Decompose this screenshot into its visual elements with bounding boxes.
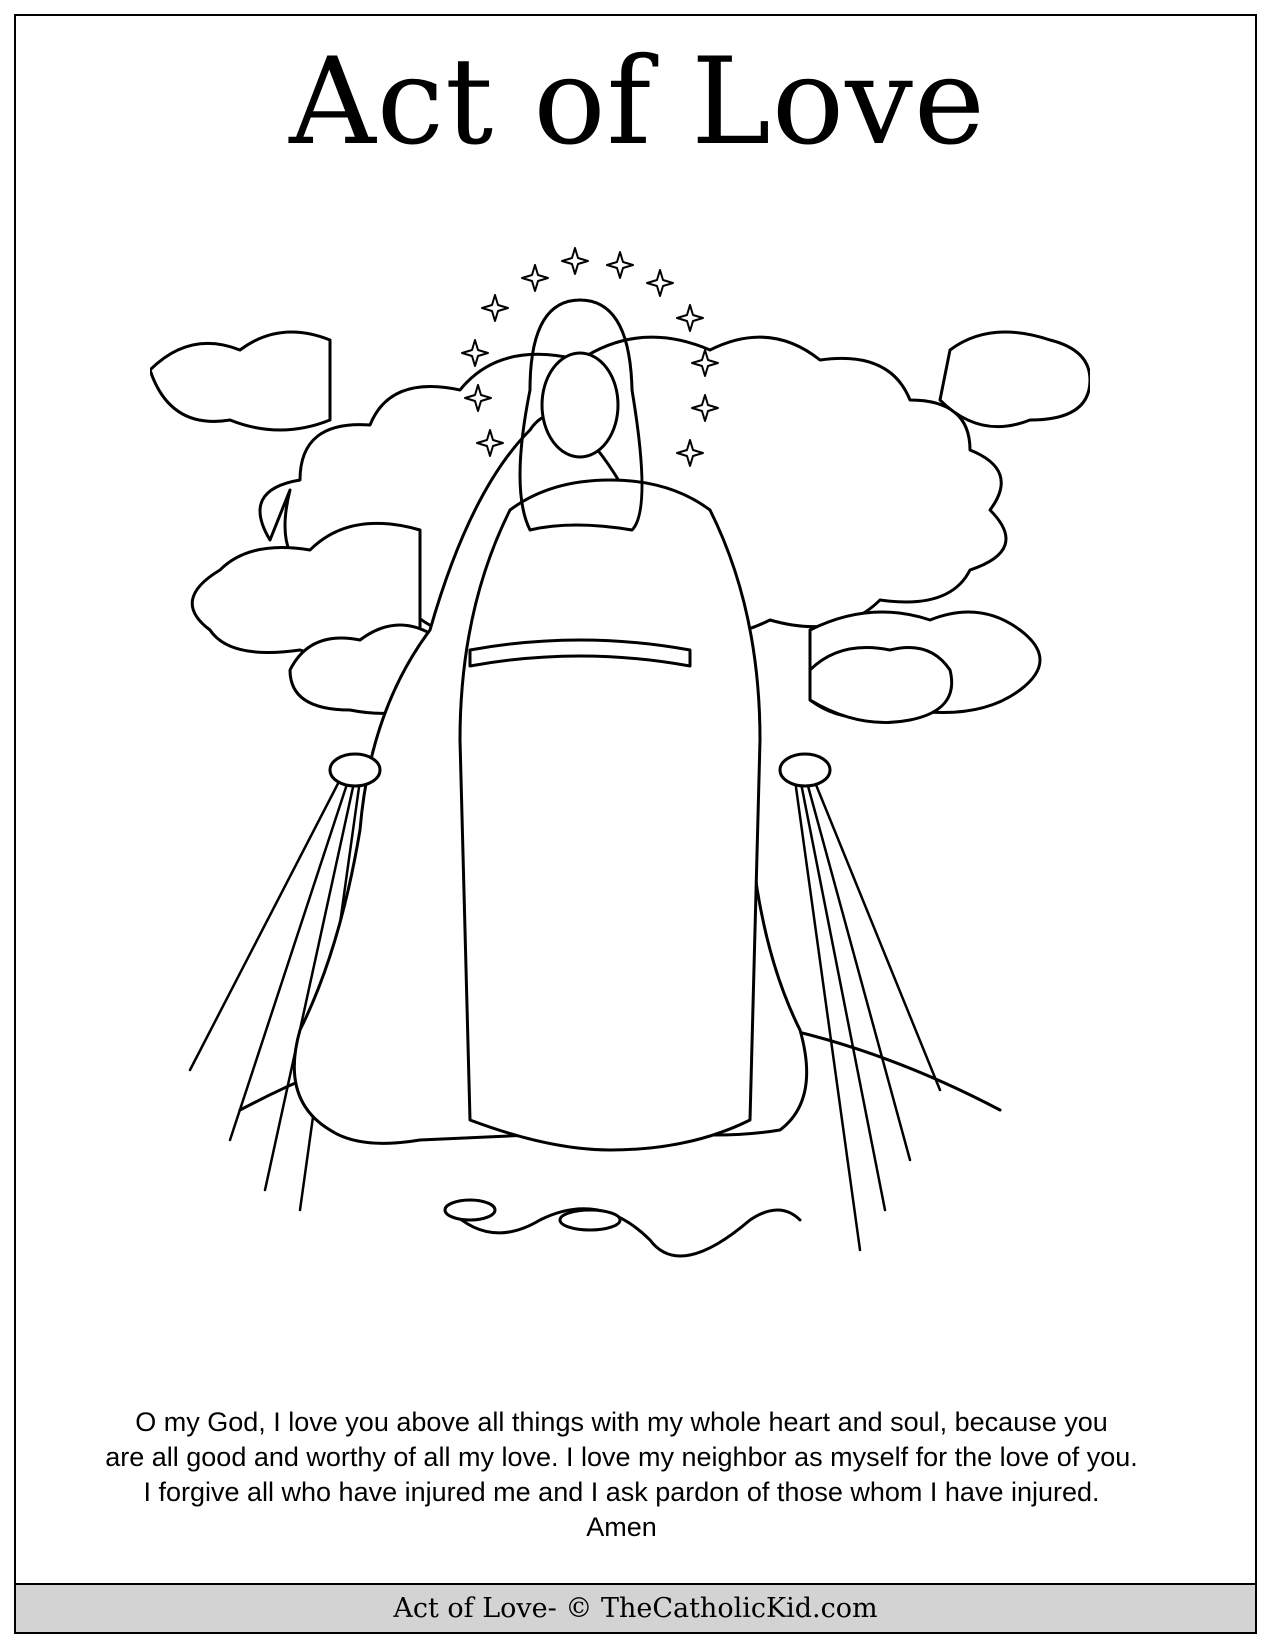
prayer-line: O my God, I love you above all things with my whole heart and soul, because you xyxy=(135,1407,1108,1437)
prayer-line: are all good and worthy of all my love. I love my neighbor as myself for the love of you. xyxy=(105,1442,1138,1472)
mary-illustration xyxy=(150,210,1090,1390)
left-hand xyxy=(330,754,380,786)
foot-right xyxy=(560,1210,620,1230)
prayer-text xyxy=(30,1405,1213,1545)
robe-shape xyxy=(460,480,760,1150)
right-hand xyxy=(780,754,830,786)
prayer-amen: Amen xyxy=(586,1512,657,1542)
foot-left xyxy=(445,1200,495,1220)
footer-credit: Act of Love- © TheCatholicKid.com xyxy=(14,1583,1257,1634)
face xyxy=(542,353,618,457)
snake xyxy=(450,1209,800,1256)
prayer-line: I forgive all who have injured me and I ask pardon of those whom I have injured. xyxy=(143,1477,1100,1507)
rays-right xyxy=(795,770,940,1250)
page-title: Act of Love xyxy=(289,33,986,172)
